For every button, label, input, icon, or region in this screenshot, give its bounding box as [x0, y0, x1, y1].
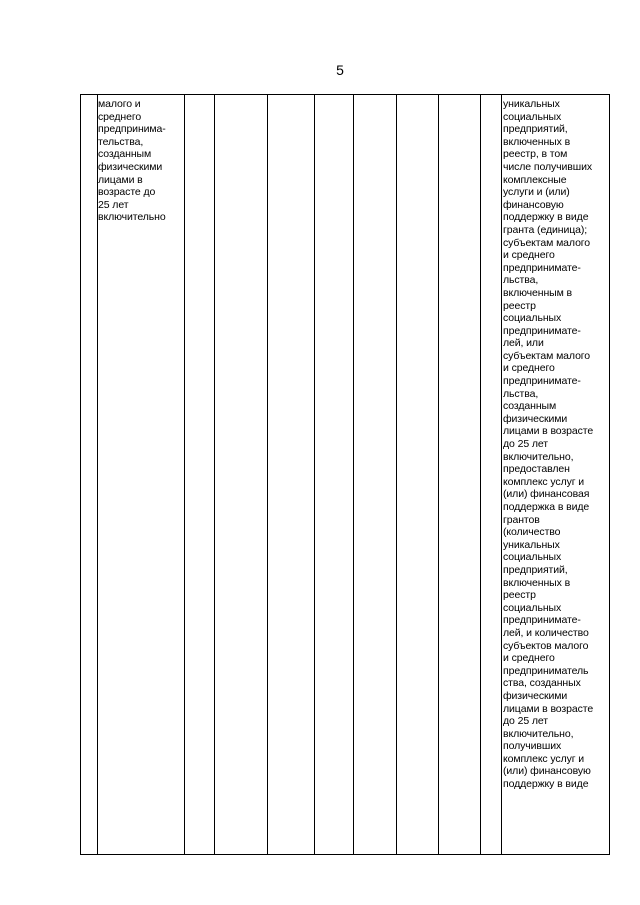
column-divider: [353, 95, 354, 854]
column-divider: [438, 95, 439, 854]
page-number: 5: [336, 62, 344, 78]
column-divider: [480, 95, 481, 854]
column-divider: [396, 95, 397, 854]
column-divider: [267, 95, 268, 854]
column-divider: [501, 95, 502, 854]
table-cell-description-text: уникальных социальных предприятий, включенных в реестр, в том числе получивших комплексные услуги и (или) финансовую поддержку в виде гранта (единица); субъектам малого и среднего предпринимате- льства, включенным в реестр социальных предпринимате- лей, или субъектам малого и среднего предпринимате- льства, созданным физическими лицами в возрасте до 25 лет включительно, предоставлен комплекс услуг и (или) финансовая поддержка в виде грантов (количество уникальных социальных предприятий, включенных в реестр социальных предпринимате- лей, и количество субъектов малого и среднего предприниматель ства, созданных физическими лицами в возрасте до 25 лет включительно, получивших комплекс услуг и (или) финансовую поддержку в виде: [503, 98, 594, 791]
column-divider: [314, 95, 315, 854]
data-table: [80, 94, 610, 855]
table-cell-indicator-text: малого и среднего предпринима- тельства, созданным физическими лицами в возрасте до 25 лет включительно: [98, 98, 166, 224]
column-divider: [184, 95, 185, 854]
column-divider: [214, 95, 215, 854]
